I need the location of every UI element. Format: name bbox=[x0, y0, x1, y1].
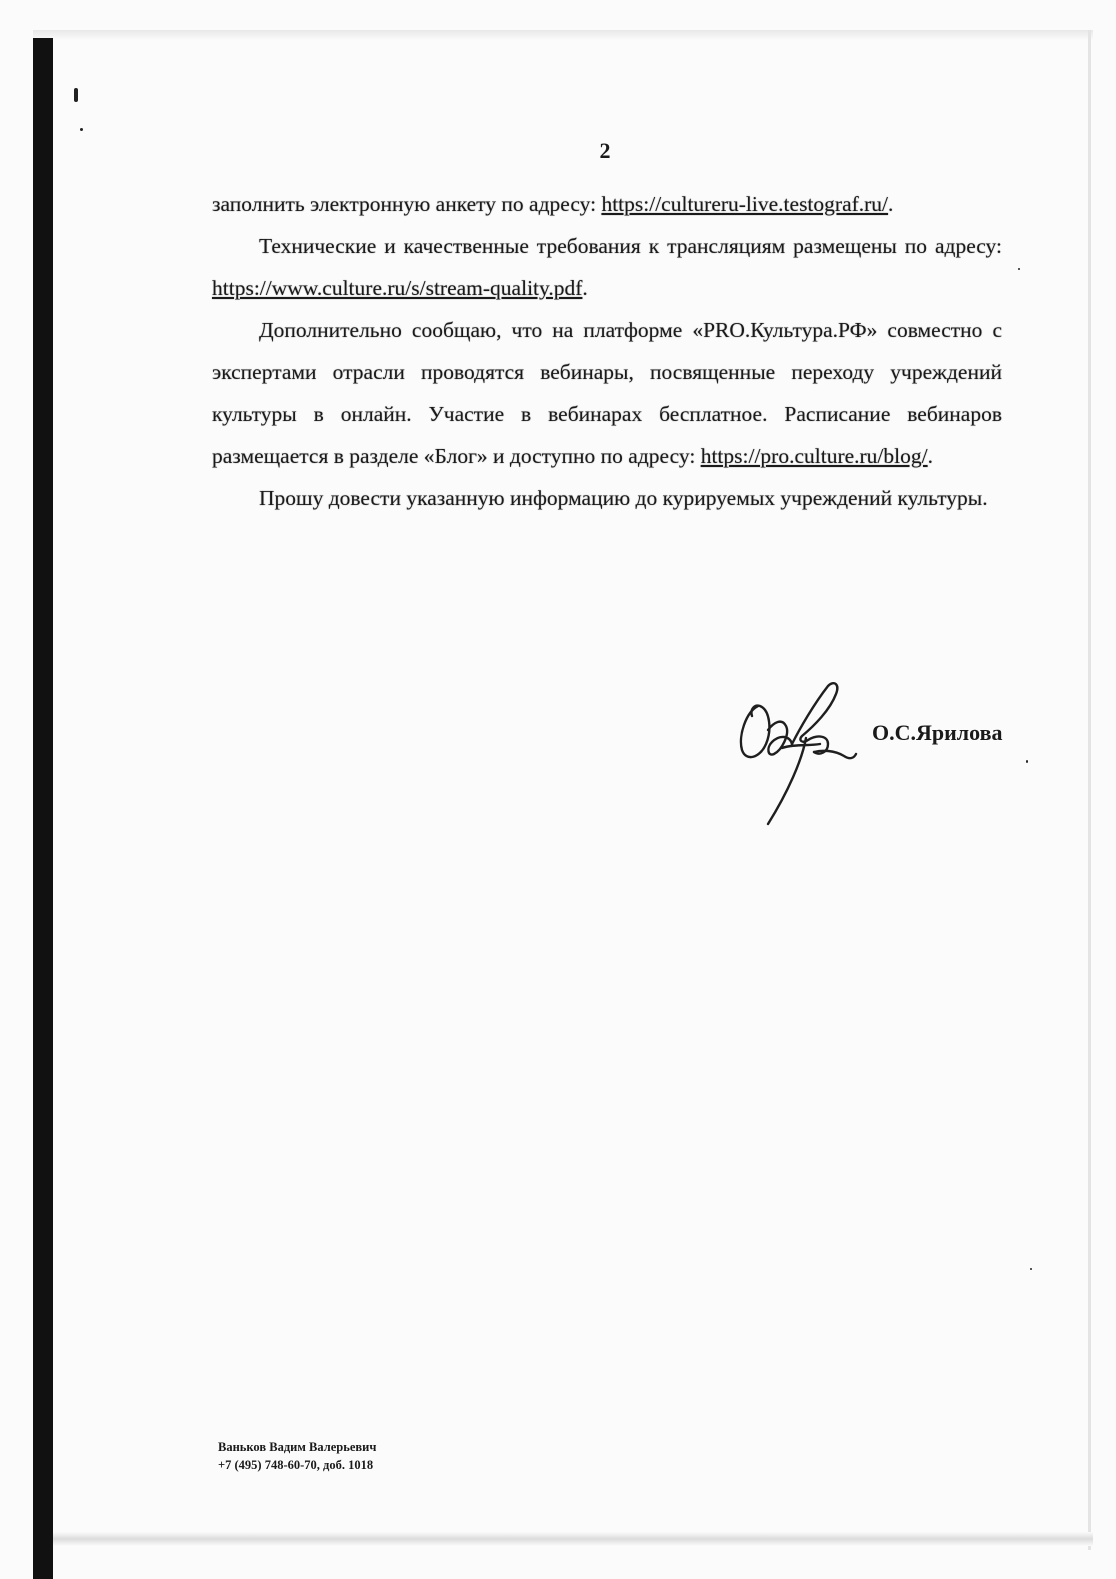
paragraph-1-end: . bbox=[888, 192, 894, 216]
blog-link[interactable]: https://pro.culture.ru/blog/ bbox=[700, 444, 928, 468]
handwritten-signature-icon bbox=[728, 674, 858, 829]
scan-edge-right bbox=[1088, 30, 1091, 1550]
letter-body bbox=[212, 183, 1002, 519]
paragraph-1 bbox=[212, 183, 1002, 225]
scan-speck bbox=[1026, 760, 1028, 763]
stream-quality-link[interactable]: https://www.culture.ru/s/stream-quality.pdf bbox=[212, 276, 583, 300]
paragraph-3 bbox=[212, 309, 1002, 477]
paragraph-4-text: Прошу довести указанную информацию до курируемых учреждений культуры. bbox=[259, 486, 988, 510]
executor-phone: +7 (495) 748-60-70, доб. 1018 bbox=[218, 1458, 374, 1472]
scan-speck bbox=[1018, 268, 1020, 270]
paragraph-2 bbox=[212, 225, 1002, 309]
scan-edge-top bbox=[33, 30, 1093, 40]
paragraph-1-text: заполнить электронную анкету по адресу: bbox=[212, 192, 602, 216]
paragraph-2-end: . bbox=[582, 276, 588, 300]
signature-block bbox=[720, 672, 1010, 832]
paragraph-3-text: Дополнительно сообщаю, что на платформе «PRO.Культура.РФ» совместно с экспертами отрасли проводятся вебинары, посвященные переходу учреждений культуры в онлайн. Участие в вебинарах бесплатное. Расписание вебинаров размещается в разделе «Блог» и доступно по адресу: bbox=[212, 318, 1002, 468]
page-number: 2 bbox=[599, 138, 611, 163]
scan-speck bbox=[1030, 1268, 1032, 1270]
paragraph-2-text: Технические и качественные требования к трансляциям размещены по адресу: bbox=[259, 234, 1002, 258]
scan-speck bbox=[74, 88, 78, 102]
scan-edge-bottom bbox=[53, 1532, 1093, 1546]
scan-edge-left bbox=[33, 38, 53, 1579]
executor-name: Ваньков Вадим Валерьевич bbox=[218, 1440, 377, 1454]
paragraph-3-end: . bbox=[927, 444, 933, 468]
survey-link[interactable]: https://cultureru-live.testograf.ru/ bbox=[601, 192, 889, 216]
executor-footer bbox=[218, 1438, 376, 1474]
paragraph-4 bbox=[212, 477, 1002, 519]
scan-speck bbox=[80, 128, 83, 131]
signer-name: О.С.Ярилова bbox=[872, 720, 1003, 745]
